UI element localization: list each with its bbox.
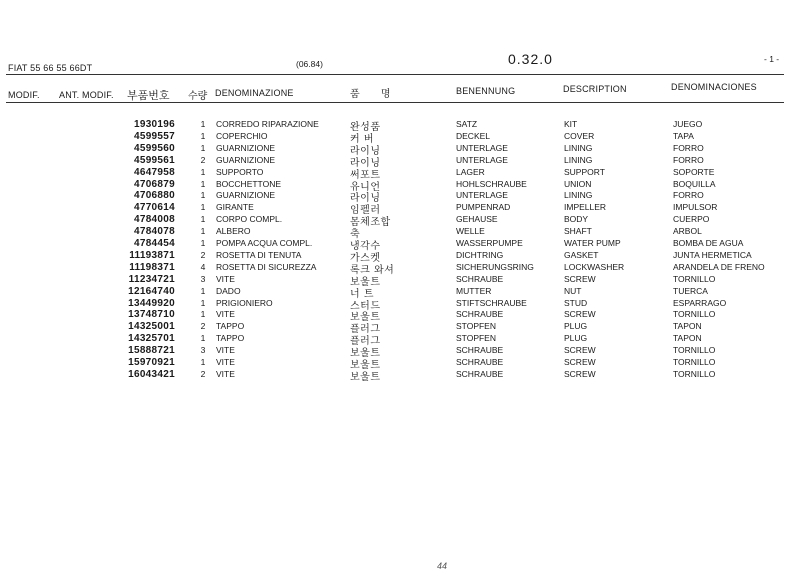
english-name-cell: LINING — [564, 154, 593, 165]
table-row — [0, 119, 810, 131]
german-name-cell: SICHERUNGSRING — [456, 261, 534, 272]
english-name-cell: WATER PUMP — [564, 238, 621, 248]
quantity-cell: 1 — [200, 178, 206, 189]
german-name-cell: UNTERLAGE — [456, 142, 508, 153]
german-name-cell: WASSERPUMPE — [456, 238, 523, 248]
part-number-cell: 4784078 — [133, 226, 175, 238]
spanish-name-cell: TAPON — [673, 333, 702, 344]
table-row — [0, 155, 810, 167]
english-name-cell: SCREW — [564, 345, 596, 356]
korean-name-cell: 라이닝 — [350, 157, 381, 169]
english-name-cell: SHAFT — [564, 226, 592, 237]
italian-name-cell: TAPPO — [216, 321, 245, 332]
spanish-name-cell: JUNTA HERMETICA — [673, 249, 752, 260]
quantity-cell: 2 — [200, 249, 206, 260]
italian-name-cell: VITE — [216, 345, 235, 356]
col-korean: 품 명 — [350, 89, 391, 100]
english-name-cell: IMPELLER — [564, 202, 607, 213]
quantity-cell: 3 — [200, 273, 206, 284]
italian-name-cell: GUARNIZIONE — [216, 154, 276, 165]
spanish-name-cell: BOMBA DE AGUA — [673, 238, 744, 248]
table-row — [0, 202, 810, 217]
quantity-cell: 2 — [200, 154, 206, 165]
english-name-cell: SUPPORT — [564, 166, 605, 177]
english-name-cell: LINING — [564, 142, 593, 153]
korean-name-cell: 완성품 — [350, 122, 381, 133]
spanish-name-cell: TORNILLO — [673, 309, 716, 320]
korean-name-cell: 보울트 — [350, 348, 381, 360]
italian-name-cell: DADO — [216, 285, 241, 296]
german-name-cell: SCHRAUBE — [456, 345, 504, 356]
korean-name-cell: 몸체조합 — [350, 217, 391, 229]
quantity-cell: 1 — [200, 285, 206, 296]
spanish-name-cell: ARANDELA DE FRENO — [673, 261, 765, 272]
spanish-name-cell: SOPORTE — [673, 166, 715, 177]
english-name-cell: GASKET — [564, 249, 599, 260]
table-row — [0, 167, 810, 179]
english-name-cell: STUD — [564, 297, 588, 308]
spanish-name-cell: TUERCA — [673, 285, 708, 296]
part-number-cell: 16043421 — [128, 368, 175, 380]
part-number-cell: 4770614 — [133, 202, 175, 214]
quantity-cell: 1 — [200, 130, 206, 141]
part-number-cell: 1930196 — [133, 119, 175, 130]
quantity-cell: 1 — [200, 357, 206, 367]
table-row — [0, 226, 810, 241]
korean-name-cell: 플러그 — [350, 336, 381, 348]
part-number-cell: 14325001 — [128, 321, 175, 333]
part-number-cell: 4706879 — [133, 178, 175, 190]
table-row — [0, 333, 810, 348]
german-name-cell: SCHRAUBE — [456, 368, 504, 379]
header-bottom-rule — [6, 102, 784, 103]
italian-name-cell: VITE — [216, 368, 235, 379]
quantity-cell: 1 — [200, 297, 206, 308]
page-number: - 1 - — [764, 54, 780, 64]
col-ant-modif: ANT. MODIF. — [59, 90, 114, 100]
quantity-cell: 2 — [200, 321, 206, 332]
table-row — [0, 274, 810, 286]
german-name-cell: DECKEL — [456, 130, 491, 141]
part-number-cell: 15970921 — [128, 357, 175, 368]
italian-name-cell: COPERCHIO — [216, 130, 268, 141]
english-name-cell: UNION — [564, 178, 592, 189]
german-name-cell: STOPFEN — [456, 321, 496, 332]
spanish-name-cell: FORRO — [673, 142, 704, 153]
table-row — [0, 321, 810, 336]
quantity-cell: 1 — [200, 202, 206, 213]
german-name-cell: SATZ — [456, 119, 478, 129]
table-row — [0, 286, 810, 298]
col-part-number: 부품번호 — [127, 89, 170, 102]
korean-name-cell: 써포트 — [350, 169, 381, 181]
col-quantity: 수량 — [188, 91, 208, 102]
spanish-name-cell: TORNILLO — [673, 368, 716, 379]
part-number-cell: 11198371 — [129, 261, 175, 273]
english-name-cell: LOCKWASHER — [564, 261, 625, 272]
german-name-cell: GEHAUSE — [456, 214, 498, 225]
korean-name-cell: 플러그 — [350, 324, 381, 336]
part-number-cell: 4599560 — [133, 142, 175, 154]
german-name-cell: MUTTER — [456, 285, 492, 296]
spanish-name-cell: JUEGO — [673, 119, 703, 129]
english-name-cell: SCREW — [564, 357, 596, 367]
quantity-cell: 1 — [200, 119, 206, 129]
english-name-cell: PLUG — [564, 321, 588, 332]
spanish-name-cell: FORRO — [673, 154, 704, 165]
italian-name-cell: CORREDO RIPARAZIONE — [216, 119, 319, 129]
part-number-cell: 14325701 — [128, 333, 175, 345]
table-row — [0, 131, 810, 143]
part-number-cell: 13748710 — [128, 309, 175, 321]
col-spanish: DENOMINACIONES — [671, 82, 757, 92]
german-name-cell: WELLE — [456, 226, 485, 237]
italian-name-cell: ALBERO — [216, 226, 251, 237]
part-number-cell: 4647958 — [133, 166, 175, 178]
part-number-cell: 12164740 — [128, 285, 175, 297]
spanish-name-cell: FORRO — [673, 190, 704, 201]
english-name-cell: COVER — [564, 130, 595, 141]
model-title: FIAT 55 66 55 66DT — [8, 63, 93, 73]
spanish-name-cell: CUERPO — [673, 214, 710, 225]
korean-name-cell: 커 버 — [350, 133, 374, 145]
part-number-cell: 13449920 — [128, 297, 175, 309]
part-number-cell: 4784454 — [133, 238, 175, 249]
table-row — [0, 309, 810, 324]
table-row — [0, 179, 810, 191]
german-name-cell: STIFTSCHRAUBE — [456, 297, 527, 308]
part-number-cell: 4599561 — [133, 154, 175, 166]
spanish-name-cell: TORNILLO — [673, 357, 716, 367]
part-number-cell: 11193871 — [129, 249, 175, 261]
quantity-cell: 2 — [200, 368, 206, 379]
col-german: BENENNUNG — [456, 86, 516, 96]
italian-name-cell: VITE — [216, 309, 235, 320]
german-name-cell: DICHTRING — [456, 249, 504, 260]
quantity-cell: 4 — [200, 261, 206, 272]
spanish-name-cell: TAPON — [673, 321, 702, 332]
col-english: DESCRIPTION — [563, 84, 627, 94]
english-name-cell: SCREW — [564, 368, 596, 379]
german-name-cell: UNTERLAGE — [456, 190, 508, 201]
italian-name-cell: ROSETTA DI SICUREZZA — [216, 261, 317, 272]
german-name-cell: STOPFEN — [456, 333, 496, 344]
quantity-cell: 3 — [200, 345, 206, 356]
korean-name-cell: 임펠러 — [350, 205, 381, 217]
korean-name-cell: 보울트 — [350, 312, 381, 324]
part-number-cell: 11234721 — [128, 273, 175, 285]
english-name-cell: BODY — [564, 214, 589, 225]
italian-name-cell: PRIGIONIERO — [216, 297, 273, 308]
korean-name-cell: 록크 와셔 — [350, 264, 395, 276]
english-name-cell: NUT — [564, 285, 582, 296]
italian-name-cell: GUARNIZIONE — [216, 142, 276, 153]
part-number-cell: 4706880 — [133, 190, 175, 202]
col-modif: MODIF. — [8, 90, 40, 100]
italian-name-cell: GUARNIZIONE — [216, 190, 276, 201]
table-row — [0, 262, 810, 274]
col-italian: DENOMINAZIONE — [215, 88, 294, 98]
table-row — [0, 357, 810, 369]
part-number-cell: 4784008 — [133, 214, 175, 226]
quantity-cell: 1 — [200, 238, 206, 248]
spanish-name-cell: TORNILLO — [673, 345, 716, 356]
part-number-cell: 15888721 — [128, 345, 175, 357]
footer-mark: 44 — [437, 561, 448, 571]
italian-name-cell: SUPPORTO — [216, 166, 264, 177]
spanish-name-cell: ESPARRAGO — [673, 297, 727, 308]
english-name-cell: LINING — [564, 190, 593, 201]
english-name-cell: PLUG — [564, 333, 588, 344]
italian-name-cell: TAPPO — [216, 333, 245, 344]
korean-name-cell: 축 — [350, 229, 361, 241]
spanish-name-cell: ARBOL — [673, 226, 702, 237]
quantity-cell: 1 — [200, 214, 206, 225]
german-name-cell: PUMPENRAD — [456, 202, 511, 213]
german-name-cell: SCHRAUBE — [456, 309, 504, 320]
italian-name-cell: BOCCHETTONE — [216, 178, 282, 189]
german-name-cell: UNTERLAGE — [456, 154, 508, 165]
spanish-name-cell: BOQUILLA — [673, 178, 716, 189]
italian-name-cell: ROSETTA DI TENUTA — [216, 249, 302, 260]
date-label: (06.84) — [296, 59, 323, 69]
table-row — [0, 214, 810, 229]
korean-name-cell: 라이닝 — [350, 193, 381, 205]
german-name-cell: LAGER — [456, 166, 485, 177]
table-row — [0, 143, 810, 155]
korean-name-cell: 보울트 — [350, 371, 381, 383]
table-row — [0, 369, 810, 381]
quantity-cell: 1 — [200, 166, 206, 177]
table-row — [0, 345, 810, 360]
korean-name-cell: 스터드 — [350, 300, 381, 312]
spanish-name-cell: TORNILLO — [673, 273, 716, 284]
quantity-cell: 1 — [200, 190, 206, 201]
italian-name-cell: VITE — [216, 273, 235, 284]
header-top-rule — [6, 74, 784, 75]
italian-name-cell: GIRANTE — [216, 202, 254, 213]
section-number: 0.32.0 — [508, 51, 553, 67]
quantity-cell: 1 — [200, 333, 206, 344]
korean-name-cell: 라이닝 — [350, 145, 381, 157]
korean-name-cell: 냉각수 — [350, 241, 381, 252]
quantity-cell: 1 — [200, 309, 206, 320]
german-name-cell: SCHRAUBE — [456, 273, 504, 284]
quantity-cell: 1 — [200, 226, 206, 237]
korean-name-cell: 보울트 — [350, 276, 381, 288]
german-name-cell: SCHRAUBE — [456, 357, 504, 367]
korean-name-cell: 보울트 — [350, 360, 381, 371]
korean-name-cell: 유니언 — [350, 181, 381, 193]
english-name-cell: SCREW — [564, 309, 596, 320]
table-row — [0, 190, 810, 205]
italian-name-cell: POMPA ACQUA COMPL. — [216, 238, 313, 248]
italian-name-cell: VITE — [216, 357, 235, 367]
part-number-cell: 4599557 — [133, 130, 175, 142]
english-name-cell: SCREW — [564, 273, 596, 284]
spanish-name-cell: TAPA — [673, 130, 694, 141]
table-row — [0, 250, 810, 262]
table-row — [0, 238, 810, 250]
table-row — [0, 298, 810, 310]
korean-name-cell: 너 트 — [350, 288, 374, 300]
korean-name-cell: 가스켓 — [350, 252, 381, 264]
german-name-cell: HOHLSCHRAUBE — [456, 178, 527, 189]
italian-name-cell: CORPO COMPL. — [216, 214, 283, 225]
english-name-cell: KIT — [564, 119, 578, 129]
spanish-name-cell: IMPULSOR — [673, 202, 718, 213]
quantity-cell: 1 — [200, 142, 206, 153]
